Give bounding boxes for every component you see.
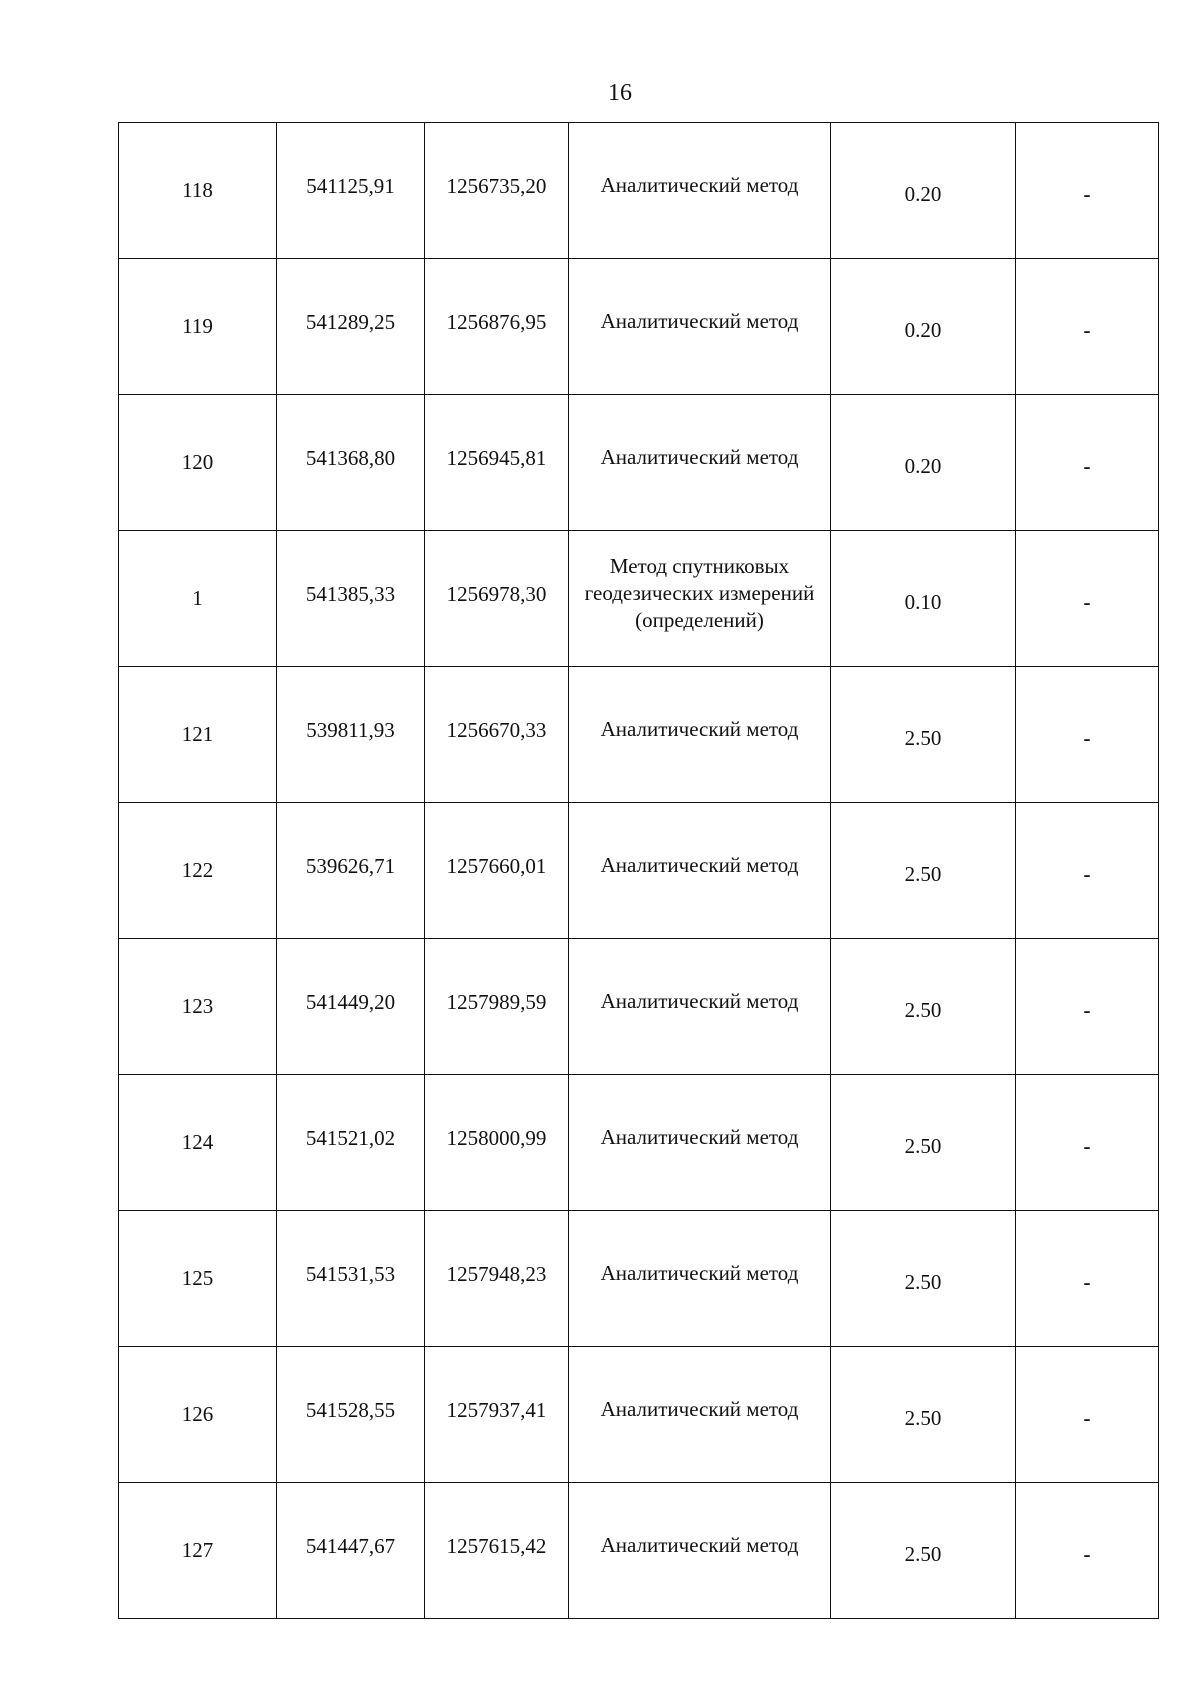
method-cell: Аналитический метод <box>569 803 831 939</box>
table-row <box>119 803 1159 939</box>
point-number-cell: 126 <box>119 1347 277 1483</box>
table-row <box>119 667 1159 803</box>
table-row <box>119 1211 1159 1347</box>
description-cell: - <box>1016 1075 1159 1211</box>
x-coordinate-cell: 541528,55 <box>277 1347 425 1483</box>
y-coordinate-cell: 1256876,95 <box>425 259 569 395</box>
description-cell: - <box>1016 939 1159 1075</box>
description-cell: - <box>1016 803 1159 939</box>
table-row <box>119 1483 1159 1619</box>
x-coordinate-cell: 541521,02 <box>277 1075 425 1211</box>
description-cell: - <box>1016 667 1159 803</box>
table-row <box>119 1075 1159 1211</box>
method-cell: Аналитический метод <box>569 1075 831 1211</box>
accuracy-cell: 2.50 <box>831 1075 1016 1211</box>
table-row <box>119 259 1159 395</box>
table-row <box>119 123 1159 259</box>
coordinates-table <box>118 122 1159 1619</box>
accuracy-cell: 2.50 <box>831 667 1016 803</box>
x-coordinate-cell: 541385,33 <box>277 531 425 667</box>
accuracy-cell: 2.50 <box>831 1347 1016 1483</box>
point-number-cell: 119 <box>119 259 277 395</box>
table-row <box>119 531 1159 667</box>
description-cell: - <box>1016 531 1159 667</box>
method-cell: Аналитический метод <box>569 1347 831 1483</box>
x-coordinate-cell: 541531,53 <box>277 1211 425 1347</box>
point-number-cell: 118 <box>119 123 277 259</box>
y-coordinate-cell: 1257989,59 <box>425 939 569 1075</box>
point-number-cell: 124 <box>119 1075 277 1211</box>
description-cell: - <box>1016 259 1159 395</box>
table-row <box>119 1347 1159 1483</box>
page-number: 16 <box>608 80 632 106</box>
x-coordinate-cell: 541449,20 <box>277 939 425 1075</box>
accuracy-cell: 2.50 <box>831 1211 1016 1347</box>
point-number-cell: 1 <box>119 531 277 667</box>
y-coordinate-cell: 1256945,81 <box>425 395 569 531</box>
accuracy-cell: 0.10 <box>831 531 1016 667</box>
y-coordinate-cell: 1257615,42 <box>425 1483 569 1619</box>
accuracy-cell: 0.20 <box>831 123 1016 259</box>
x-coordinate-cell: 539626,71 <box>277 803 425 939</box>
x-coordinate-cell: 541125,91 <box>277 123 425 259</box>
accuracy-cell: 2.50 <box>831 803 1016 939</box>
point-number-cell: 122 <box>119 803 277 939</box>
y-coordinate-cell: 1256670,33 <box>425 667 569 803</box>
y-coordinate-cell: 1257660,01 <box>425 803 569 939</box>
x-coordinate-cell: 541289,25 <box>277 259 425 395</box>
accuracy-cell: 0.20 <box>831 259 1016 395</box>
y-coordinate-cell: 1257948,23 <box>425 1211 569 1347</box>
accuracy-cell: 2.50 <box>831 939 1016 1075</box>
y-coordinate-cell: 1258000,99 <box>425 1075 569 1211</box>
point-number-cell: 123 <box>119 939 277 1075</box>
method-cell: Аналитический метод <box>569 395 831 531</box>
y-coordinate-cell: 1257937,41 <box>425 1347 569 1483</box>
description-cell: - <box>1016 1211 1159 1347</box>
description-cell: - <box>1016 123 1159 259</box>
x-coordinate-cell: 541368,80 <box>277 395 425 531</box>
point-number-cell: 125 <box>119 1211 277 1347</box>
point-number-cell: 120 <box>119 395 277 531</box>
x-coordinate-cell: 541447,67 <box>277 1483 425 1619</box>
method-cell: Аналитический метод <box>569 1483 831 1619</box>
description-cell: - <box>1016 1347 1159 1483</box>
method-cell: Аналитический метод <box>569 123 831 259</box>
accuracy-cell: 0.20 <box>831 395 1016 531</box>
description-cell: - <box>1016 1483 1159 1619</box>
point-number-cell: 121 <box>119 667 277 803</box>
method-cell: Аналитический метод <box>569 259 831 395</box>
y-coordinate-cell: 1256735,20 <box>425 123 569 259</box>
description-cell: - <box>1016 395 1159 531</box>
method-cell: Аналитический метод <box>569 939 831 1075</box>
method-cell: Аналитический метод <box>569 1211 831 1347</box>
table-row <box>119 939 1159 1075</box>
point-number-cell: 127 <box>119 1483 277 1619</box>
method-cell: Метод спутниковых геодезических измерений (определений) <box>569 531 831 667</box>
y-coordinate-cell: 1256978,30 <box>425 531 569 667</box>
x-coordinate-cell: 539811,93 <box>277 667 425 803</box>
method-cell: Аналитический метод <box>569 667 831 803</box>
accuracy-cell: 2.50 <box>831 1483 1016 1619</box>
table-row <box>119 395 1159 531</box>
coordinates-table-body <box>119 123 1159 1619</box>
